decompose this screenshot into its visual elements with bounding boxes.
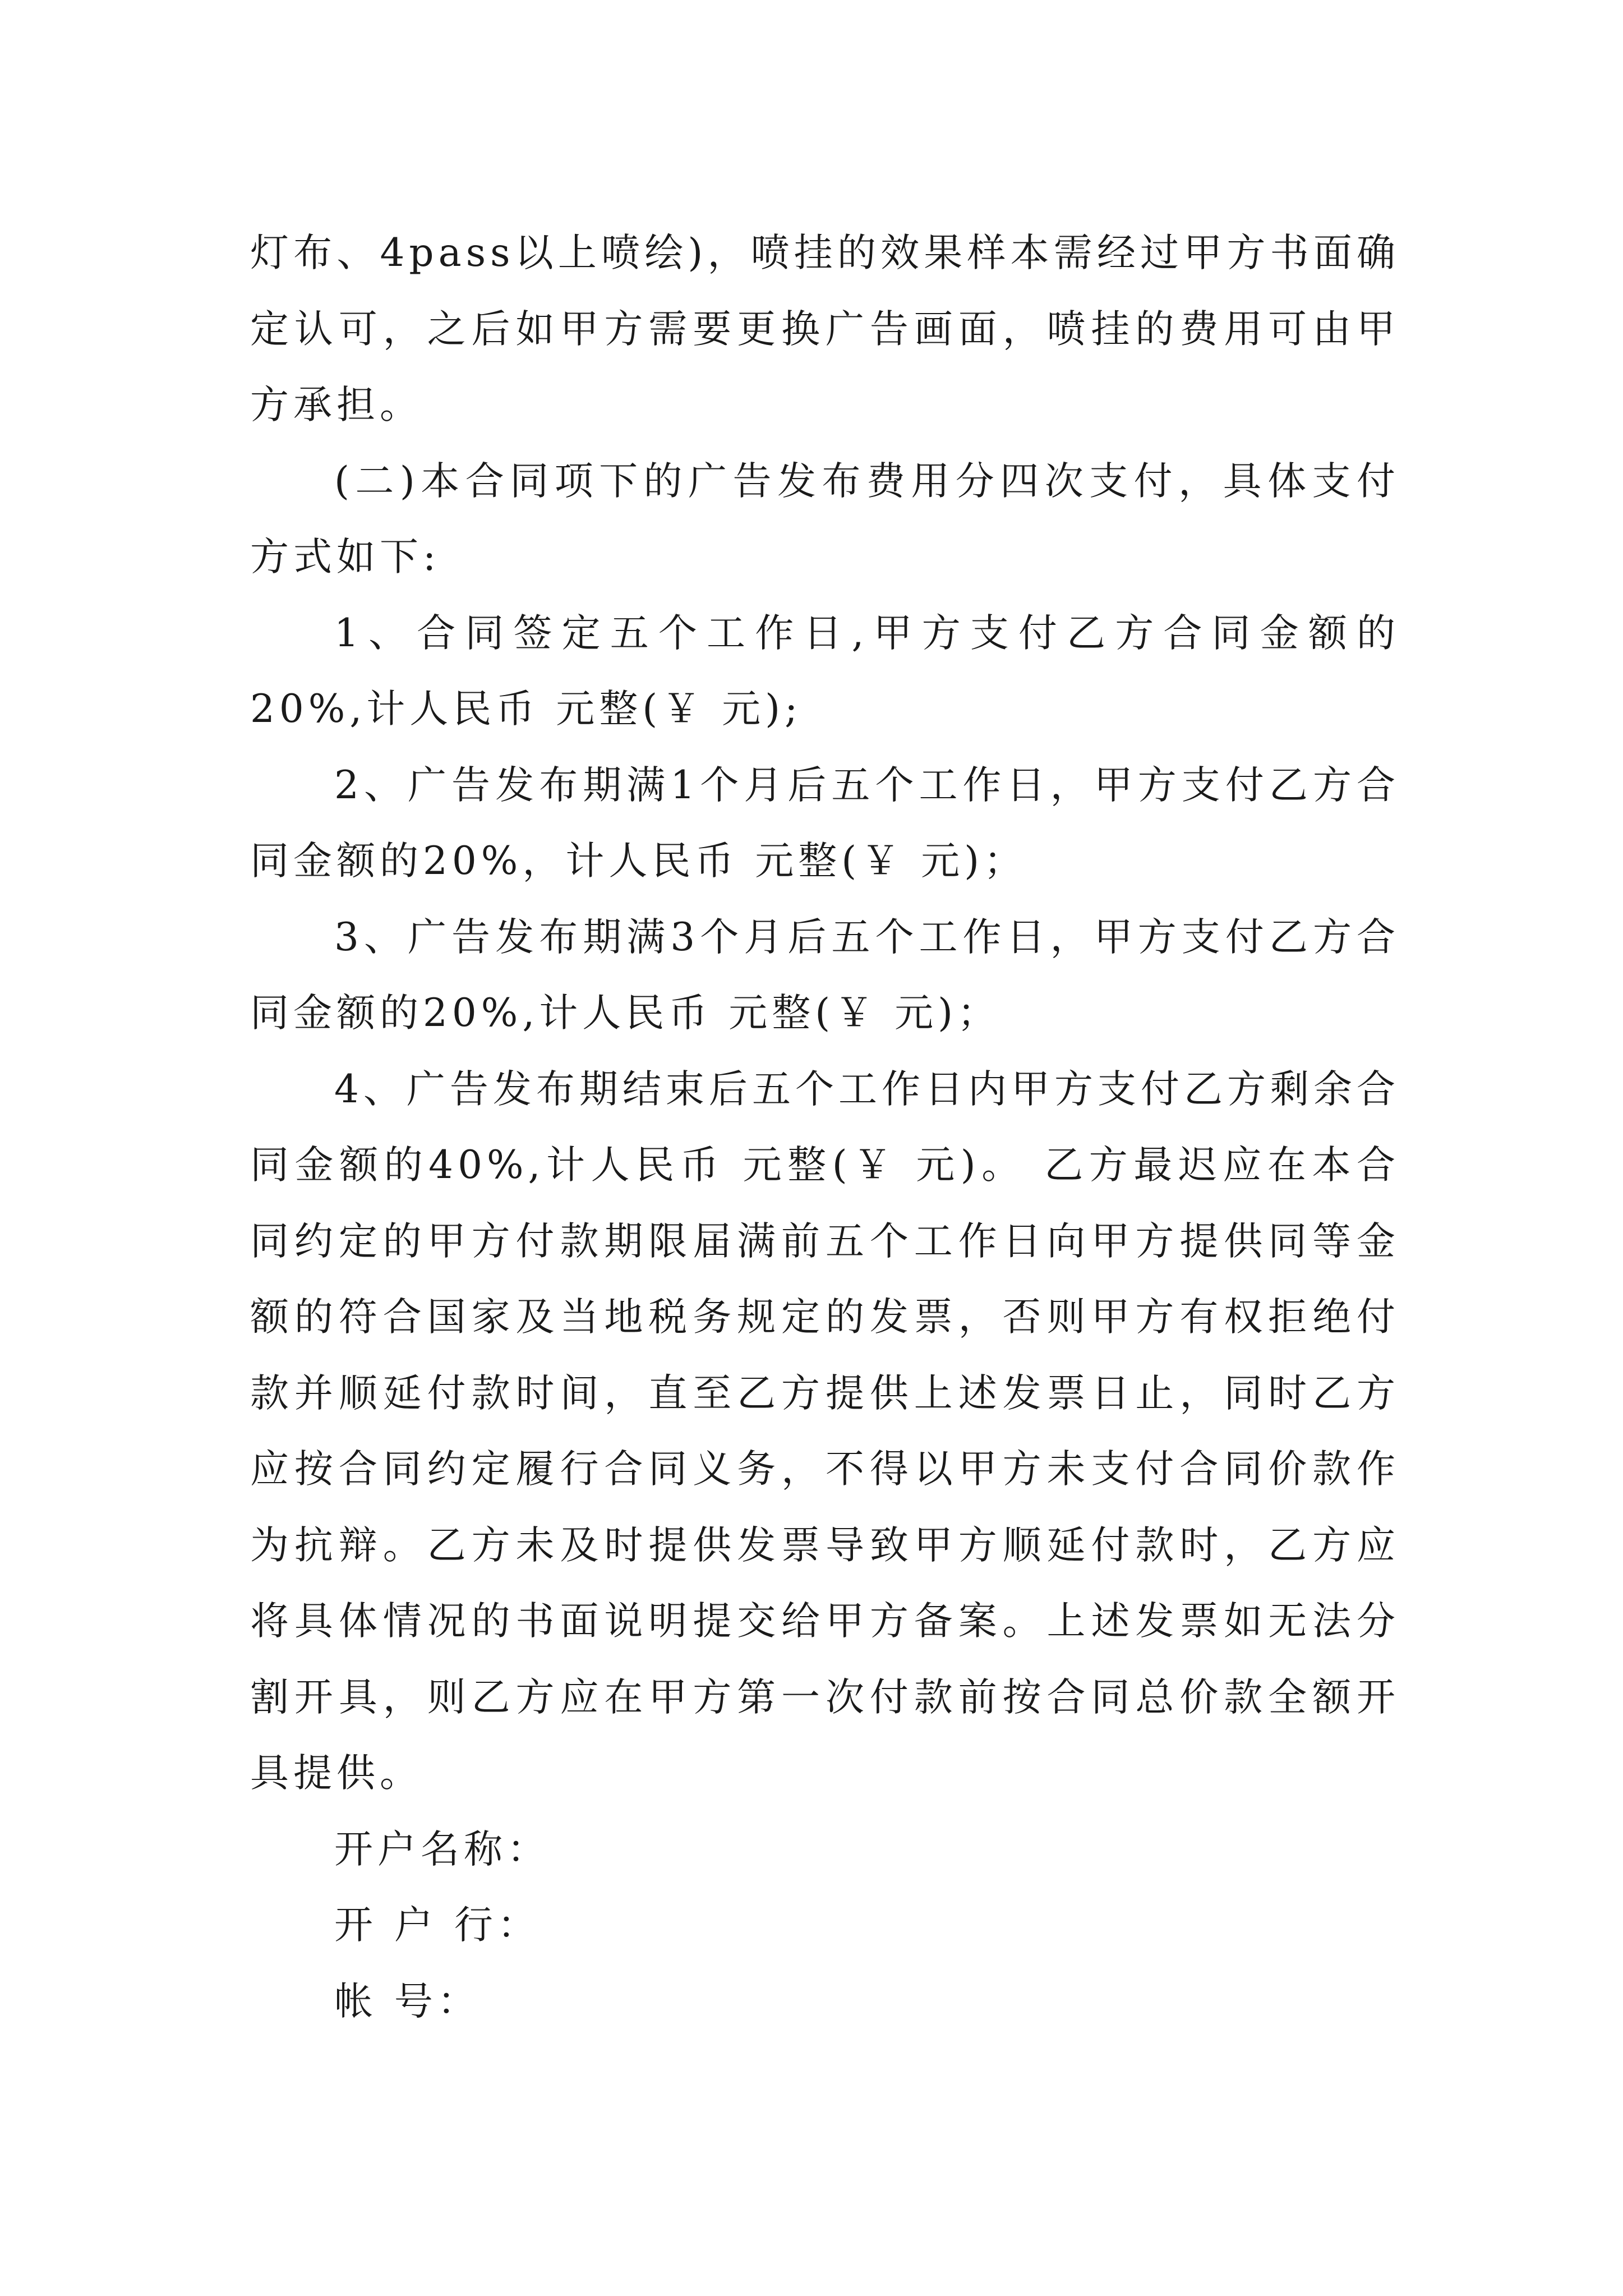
paragraph-payment-1: 1、合同签定五个工作日,甲方支付乙方合同金额的20%,计人民币 元整(￥ 元); [250, 610, 1400, 731]
field-account-name: 开户名称： [334, 1826, 550, 1872]
paragraph-payment-2: 2、广告发布期满1个月后五个工作日，甲方支付乙方合同金额的20%，计人民币 元整(￥ 元)； [250, 762, 1400, 884]
field-account-number: 帐 号： [334, 1978, 481, 2024]
paragraph-payment-intro: (二)本合同项下的广告发布费用分四次支付，具体支付方式如下: [250, 458, 1400, 579]
field-bank: 开 户 行： [334, 1903, 541, 1948]
paragraph-printing-terms: 灯布、4pass以上喷绘)，喷挂的效果样本需经过甲方书面确定认可，之后如甲方需要更换广告画面，喷挂的费用可由甲方承担。 [250, 231, 1400, 427]
paragraph-payment-4-invoice: 4、广告发布期结束后五个工作日内甲方支付乙方剩余合同金额的40%,计人民币 元整(￥ 元)。 乙方最迟应在本合同约定的甲方付款期限届满前五个工作日向甲方提供同等金额的符合国家及当地税务规定的发票，否则甲方有权拒绝付款并顺延付款时间，直至乙方提供上述发票日止，同时乙方应按合同约定履行合同义务，不得以甲方未支付合同价款作为抗辩。乙方未及时提供发票导致甲方顺延付款时，乙方应将具体情况的书面说明提交给甲方备案。上述发票如无法分割开具，则乙方应在甲方第一次付款前按合同总价款全额开具提供。 [250, 1066, 1400, 1796]
contract-text-block [250, 215, 1400, 2040]
paragraph-payment-3: 3、广告发布期满3个月后五个工作日，甲方支付乙方合同金额的20%,计人民币 元整(￥ 元)； [250, 914, 1400, 1036]
